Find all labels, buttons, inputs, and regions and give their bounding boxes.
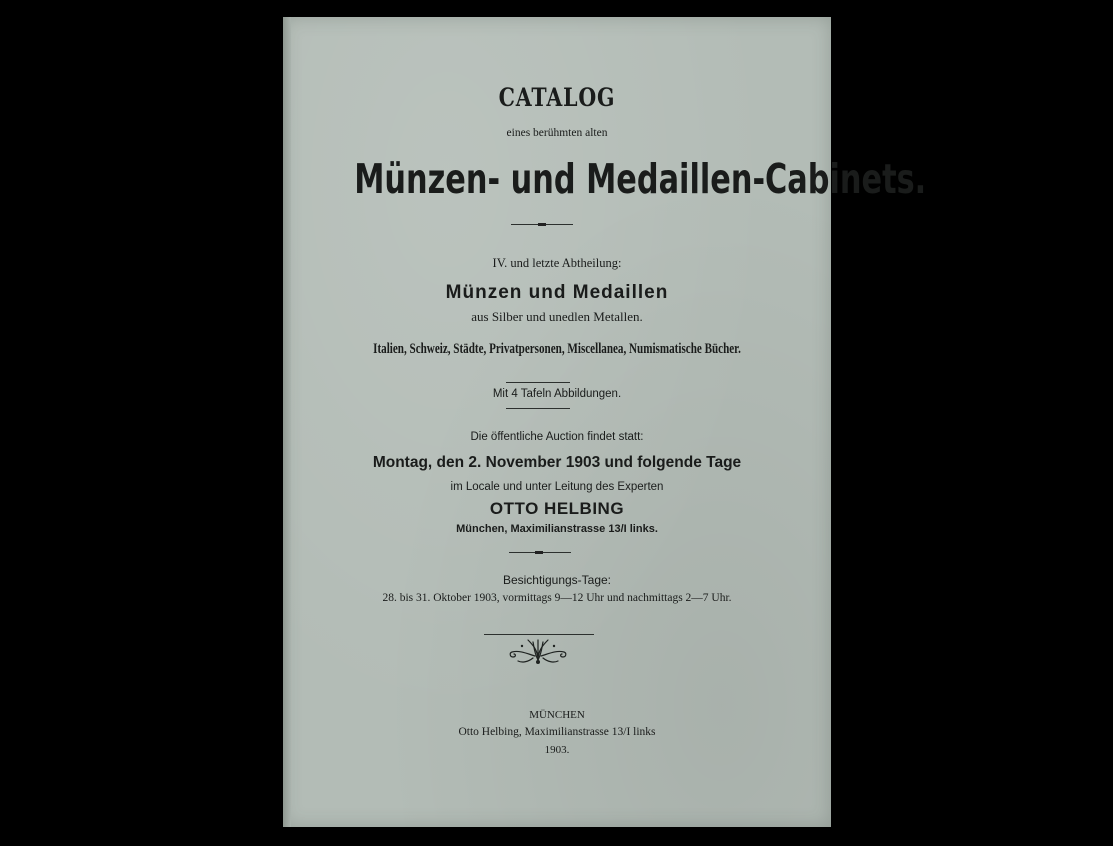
publisher-city: MÜNCHEN bbox=[529, 709, 585, 721]
catalog-cover bbox=[283, 17, 927, 827]
expert-name: OTTO HELBING bbox=[489, 499, 625, 518]
divider-rule bbox=[506, 382, 570, 383]
auction-date: Montag, den 2. November 1903 und folgende Tage bbox=[372, 454, 742, 471]
section-title: Münzen und Medaillen bbox=[445, 282, 669, 303]
viewing-times: 28. bis 31. Oktober 1903, vormittags 9—12 Uhr und nachmittags 2—7 Uhr. bbox=[382, 592, 732, 604]
auction-intro: Die öffentliche Auction findet statt: bbox=[470, 431, 644, 443]
divider-dash bbox=[538, 223, 546, 226]
publisher-line: Otto Helbing, Maximilianstrasse 13/I links bbox=[458, 726, 656, 738]
expert-address: München, Maximilianstrasse 13/I links. bbox=[456, 523, 658, 535]
locale-line: im Locale und unter Leitung des Experten bbox=[450, 481, 664, 493]
catalog-subtitle: eines berühmten alten bbox=[506, 127, 608, 139]
viewing-title: Besichtigungs-Tage: bbox=[502, 573, 612, 587]
plates-line: Mit 4 Tafeln Abbildungen. bbox=[492, 388, 622, 400]
regions-line: Italien, Schweiz, Städte, Privatpersonen, Miscellanea, Numismatische Bücher. bbox=[373, 341, 741, 357]
divider-dash bbox=[535, 551, 543, 554]
floral-ornament-icon bbox=[508, 636, 568, 666]
material-line: aus Silber und unedlen Metallen. bbox=[471, 309, 643, 324]
catalog-title: CATALOG bbox=[498, 83, 616, 112]
part-heading: IV. und letzte Abtheilung: bbox=[492, 256, 622, 270]
divider-rule bbox=[506, 408, 570, 409]
main-title: Münzen- und Medaillen-Cabinets. bbox=[354, 155, 927, 203]
publication-year: 1903. bbox=[544, 744, 570, 756]
ornament-rule bbox=[484, 634, 594, 635]
